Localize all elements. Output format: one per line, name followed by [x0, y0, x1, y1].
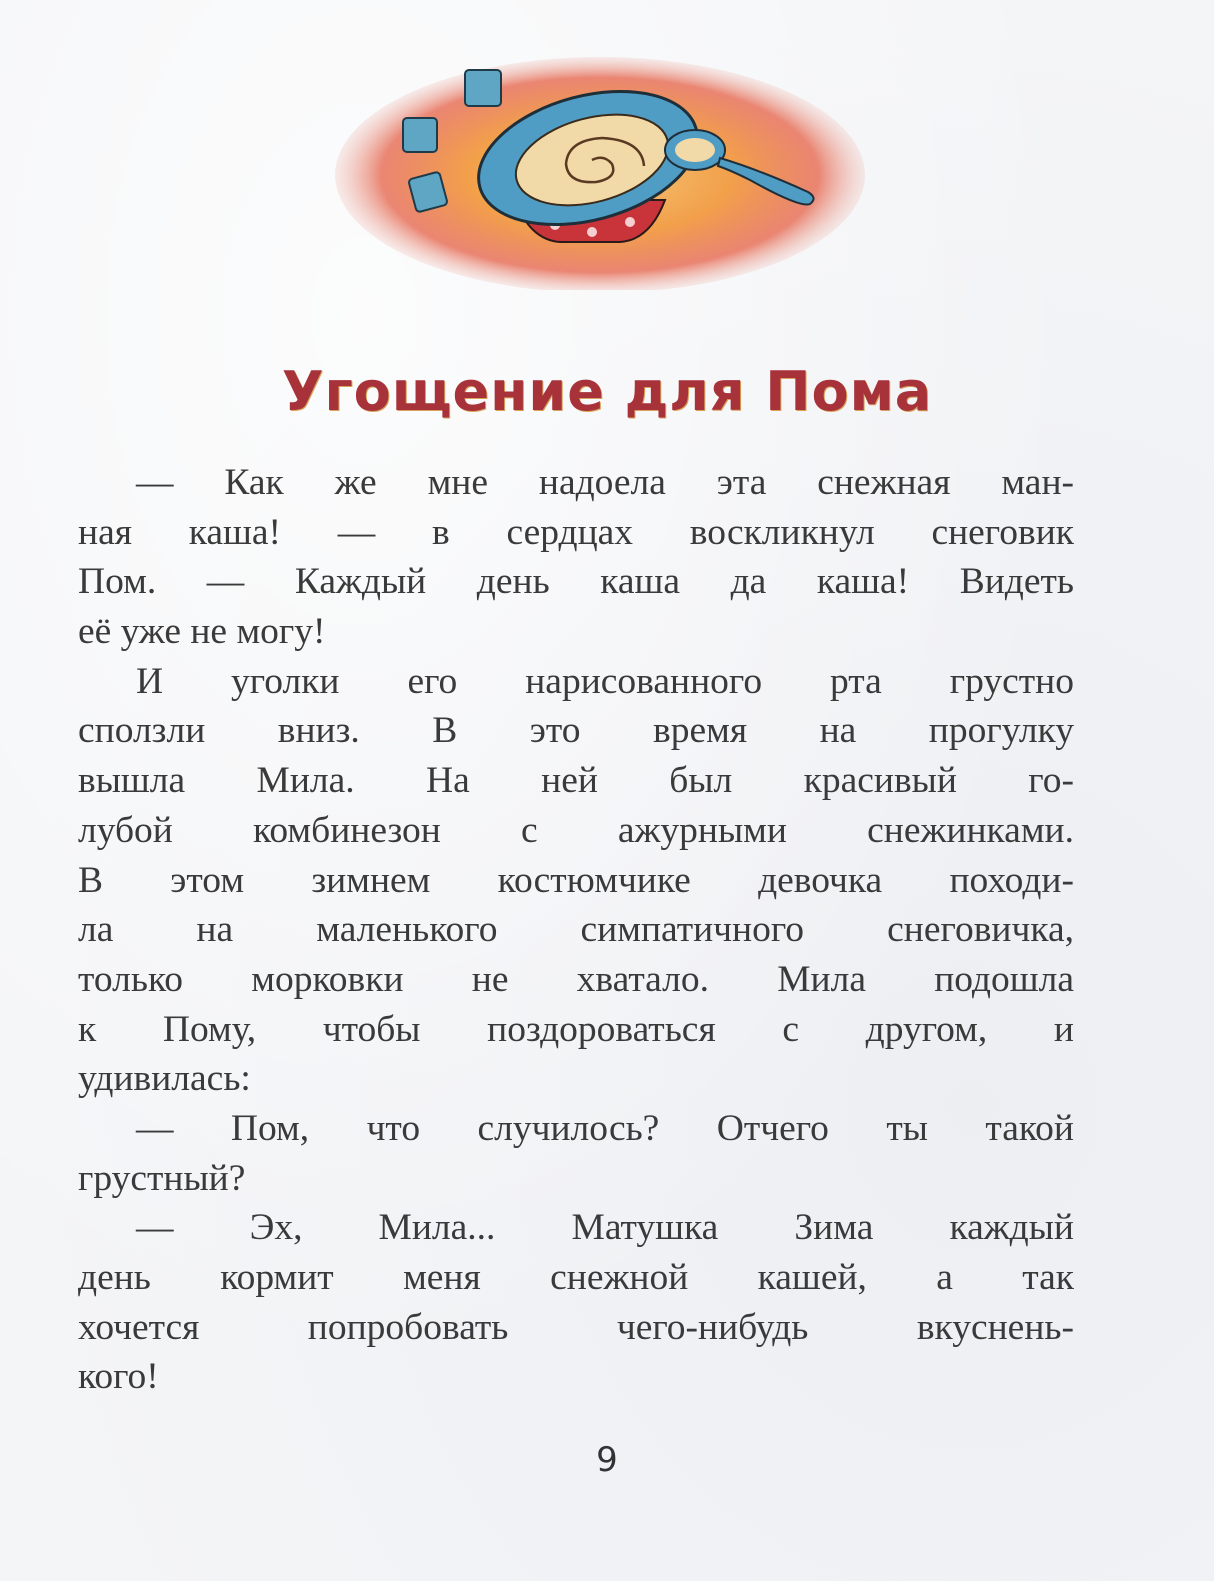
story-text — [78, 458, 1074, 1402]
text-line: день кормит меня снежной кашей, а так — [78, 1257, 1074, 1298]
text-line: Пом. — Каждый день каша да каша! Видеть — [78, 561, 1074, 603]
chapter-title: Угощение для Пома — [281, 360, 933, 423]
text-line: её уже не могу! — [78, 611, 326, 653]
text-line: удивилась: — [78, 1058, 251, 1100]
text-line: к Пому, чтобы поздороваться с другом, и — [78, 1008, 1074, 1050]
text-line: вышла Мила. На ней был красивый го- — [78, 760, 1074, 802]
text-line: — Эх, Мила... Матушка Зима каждый — [136, 1207, 1074, 1249]
text-line: грустный? — [78, 1157, 246, 1199]
text-line: кого! — [78, 1356, 159, 1398]
text-line: В этом зимнем костюмчике девочка походи- — [78, 859, 1074, 901]
page-number: 9 — [596, 1440, 618, 1480]
text-line: — Как же мне надоела эта снежная ман- — [136, 462, 1074, 503]
text-line: только морковки не хватало. Мила подошла — [78, 958, 1074, 1000]
text-line: — Пом, что случилось? Отчего ты такой — [136, 1107, 1074, 1149]
text-line: сползли вниз. В это время на прогулку — [78, 710, 1074, 752]
text-line: лубой комбинезон с ажурными снежинками. — [78, 809, 1074, 851]
text-line: И уголки его нарисованного рта грустно — [136, 660, 1074, 702]
text-line: ная каша! — в сердцах воскликнул снеговик — [78, 511, 1074, 553]
text-line: ла на маленького симпатичного снеговичка, — [78, 909, 1074, 951]
porridge-illustration — [330, 50, 870, 290]
text-line: хочется попробовать чего-нибудь вкуснень- — [78, 1306, 1074, 1348]
